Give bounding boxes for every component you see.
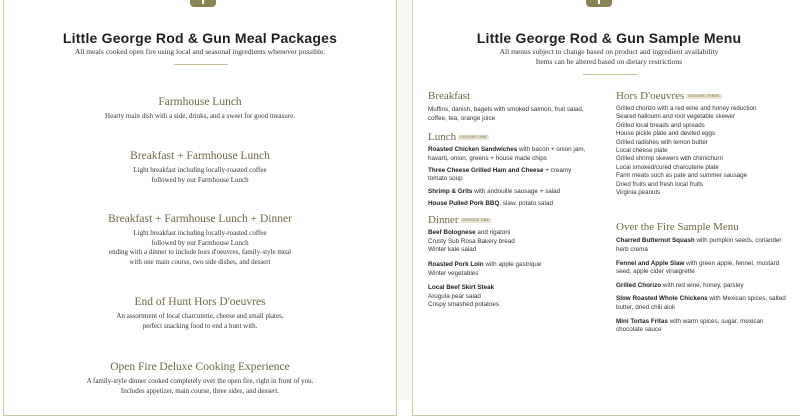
list-item [616,282,786,291]
list-item: Grilled chorizo with a red wine and honey reduction [616,105,757,112]
breakfast-heading: Breakfast [428,90,471,102]
fire-items [616,237,786,334]
item-desc: with pumpkin seeds, coriander herb crema [616,237,782,254]
desc-line: A family-style dinner cooked completely over the open fire, right in front of you. [86,377,314,385]
desc-line: followed by our Farmhouse Lunch [151,175,249,184]
package-name: Breakfast + Farmhouse Lunch [130,150,270,162]
item-name: Charred Butternut Squash [616,237,695,245]
item-name: Local Beef Skirt Steak [428,284,495,292]
item-name: Grilled Chorizo [616,281,662,289]
list-item [428,261,588,278]
list-item: Grilled local breads and spreads [616,121,705,129]
lunch-heading [428,131,588,144]
divider [583,74,637,75]
fire-heading: Over the Fire Sample Menu [616,221,739,234]
package-name: End of Hunt Hors D'oeuvres [134,296,266,308]
list-item [616,237,786,254]
item-name: Fennel and Apple Slaw [616,259,685,267]
item-name: Roasted Chicken Sandwiches [428,146,518,154]
item-name: Slow Roasted Whole Chickens [616,295,708,303]
list-item [428,229,588,255]
item-desc: with red wine, honey, parsley [661,281,744,289]
item-desc: with Mexican spices, salted butter, dried chili aioli [616,295,786,312]
item-name: Three Cheese Grilled Ham and Cheese [428,166,544,174]
page-title: Little George Rod & Gun Meal Packages [62,30,338,46]
list-item [428,200,588,209]
item-line: Winter kale salad [428,246,477,254]
dinner-items [428,229,588,310]
list-item [428,188,588,197]
hors-items [616,105,786,197]
item-name: Mini Tortas Fritas [616,317,669,325]
subtitle-line: All menus subject to change based on product and ingredient availability [499,47,719,56]
hors-heading-label: Hors D'oeuvres [616,90,685,102]
item-name: House Pulled Pork BBQ [428,199,500,207]
item-line: Winter vegetables [428,269,479,277]
package-description [4,229,396,267]
meal-packages-page [3,0,397,416]
item-desc: + creamy tomato soup [428,166,572,183]
item-name: Roasted Pork Loin [428,261,484,269]
item-name: Shrimp & Grits [428,187,473,195]
list-item: Local smoked/cured charcuterie plate [616,163,719,171]
list-item: Local cheese plate [616,147,668,155]
desc-line: perfect snacking food to end a hunt with. [142,321,258,330]
list-item: House pickle plate and deviled eggs [616,130,716,138]
item-line: Crusty Sub Rosa Bakery bread [428,237,515,245]
desc-line: Hearty main dish with a side, drinks, and a sweet for good measure. [105,112,295,120]
hors-badge: CHOOSE THREE [688,93,720,98]
item-desc: with bacon + onion jam, havarti, onion, greens + house made chips [428,146,586,162]
list-item: Grilled shrimp skewers with chimichurri [616,155,723,163]
list-item [616,260,786,277]
list-item [616,295,786,312]
desc-line: with one main course, two side dishes, and dessert [129,257,271,266]
list-item: Dried fruits and fresh local fruits [616,180,704,188]
list-item [428,167,588,184]
logo-tab-icon [586,0,612,7]
item-desc: with green apple, fennel, mustard seed, apple cider vinaigrette [616,259,780,276]
menu-right-column [616,90,786,338]
item-line: Crispy smashed potatoes [428,301,500,309]
list-item [428,284,588,310]
item-name: Beef Bolognese [428,229,476,237]
subtitle-line: Items can be altered based on dietary restrictions [535,57,683,66]
item-desc: with andouille sausage + salad [472,187,561,195]
page-subtitle: All meals cooked open fire using local and seasonal ingredients whenever possible. [74,47,326,56]
list-item: Virginia peanuts [616,189,661,197]
lunch-items [428,146,588,208]
item-desc: and rigatoni [475,229,511,237]
list-item: Farm meats such as pate and summer sausage [616,172,748,180]
package-farmhouse-lunch [4,95,396,122]
desc-line: Includes appetizer, main course, three sides, and dessert. [120,386,280,395]
desc-line: followed by our Farmhouse Lunch [151,238,249,247]
package-description [4,377,396,396]
item-desc: with warm spices, sugar, mexican chocolate sauce [616,317,764,334]
package-name: Open Fire Deluxe Cooking Experience [110,361,290,373]
item-desc: with apple gastrique [483,261,542,269]
desc-line: Light breakfast including locally-roasted coffee [133,166,267,174]
package-name: Breakfast + Farmhouse Lunch + Dinner [108,213,292,225]
list-item [428,146,588,163]
sample-menu-page [412,0,800,416]
menu-left-column [428,90,588,314]
package-open-fire-deluxe [4,360,396,396]
desc-line: An assortment of local charcuterie, cheese and small plates, [116,312,284,320]
lunch-badge: CHOOSE ONE [460,135,487,140]
list-item: Grilled radishes with lemon butter [616,138,708,146]
dinner-badge: CHOOSE ONE [462,218,490,223]
package-breakfast-lunch-dinner [4,212,396,267]
logo-tab-icon [190,0,216,7]
page-title: Little George Rod & Gun Sample Menu [476,30,742,46]
package-end-of-hunt [4,295,396,331]
dinner-heading [428,214,588,227]
list-item: Seared halloumi and root vegetable skewer [616,113,736,121]
page-subtitle [413,47,800,67]
package-breakfast-farmhouse-lunch [4,149,396,185]
list-item [616,318,786,335]
package-description [4,166,396,185]
page-gap [398,0,411,400]
dinner-heading-label: Dinner [428,214,459,227]
divider [174,64,228,65]
package-description [4,312,396,331]
package-name: Farmhouse Lunch [158,96,242,108]
desc-line: Light breakfast including locally-roasted coffee [133,229,267,237]
item-desc: , slaw, potato salad [499,199,553,207]
package-description [4,112,396,122]
lunch-heading-label: Lunch [428,131,457,144]
item-line: Arugula pear salad [428,292,481,300]
desc-line: ending with a dinner to include hors d'oeuvres, family-style meal [108,248,292,256]
hors-heading [616,90,786,103]
breakfast-text: Muffins, danish, bagels with smoked salmon, fruit salad, coffee, tea, orange juice [428,106,584,122]
